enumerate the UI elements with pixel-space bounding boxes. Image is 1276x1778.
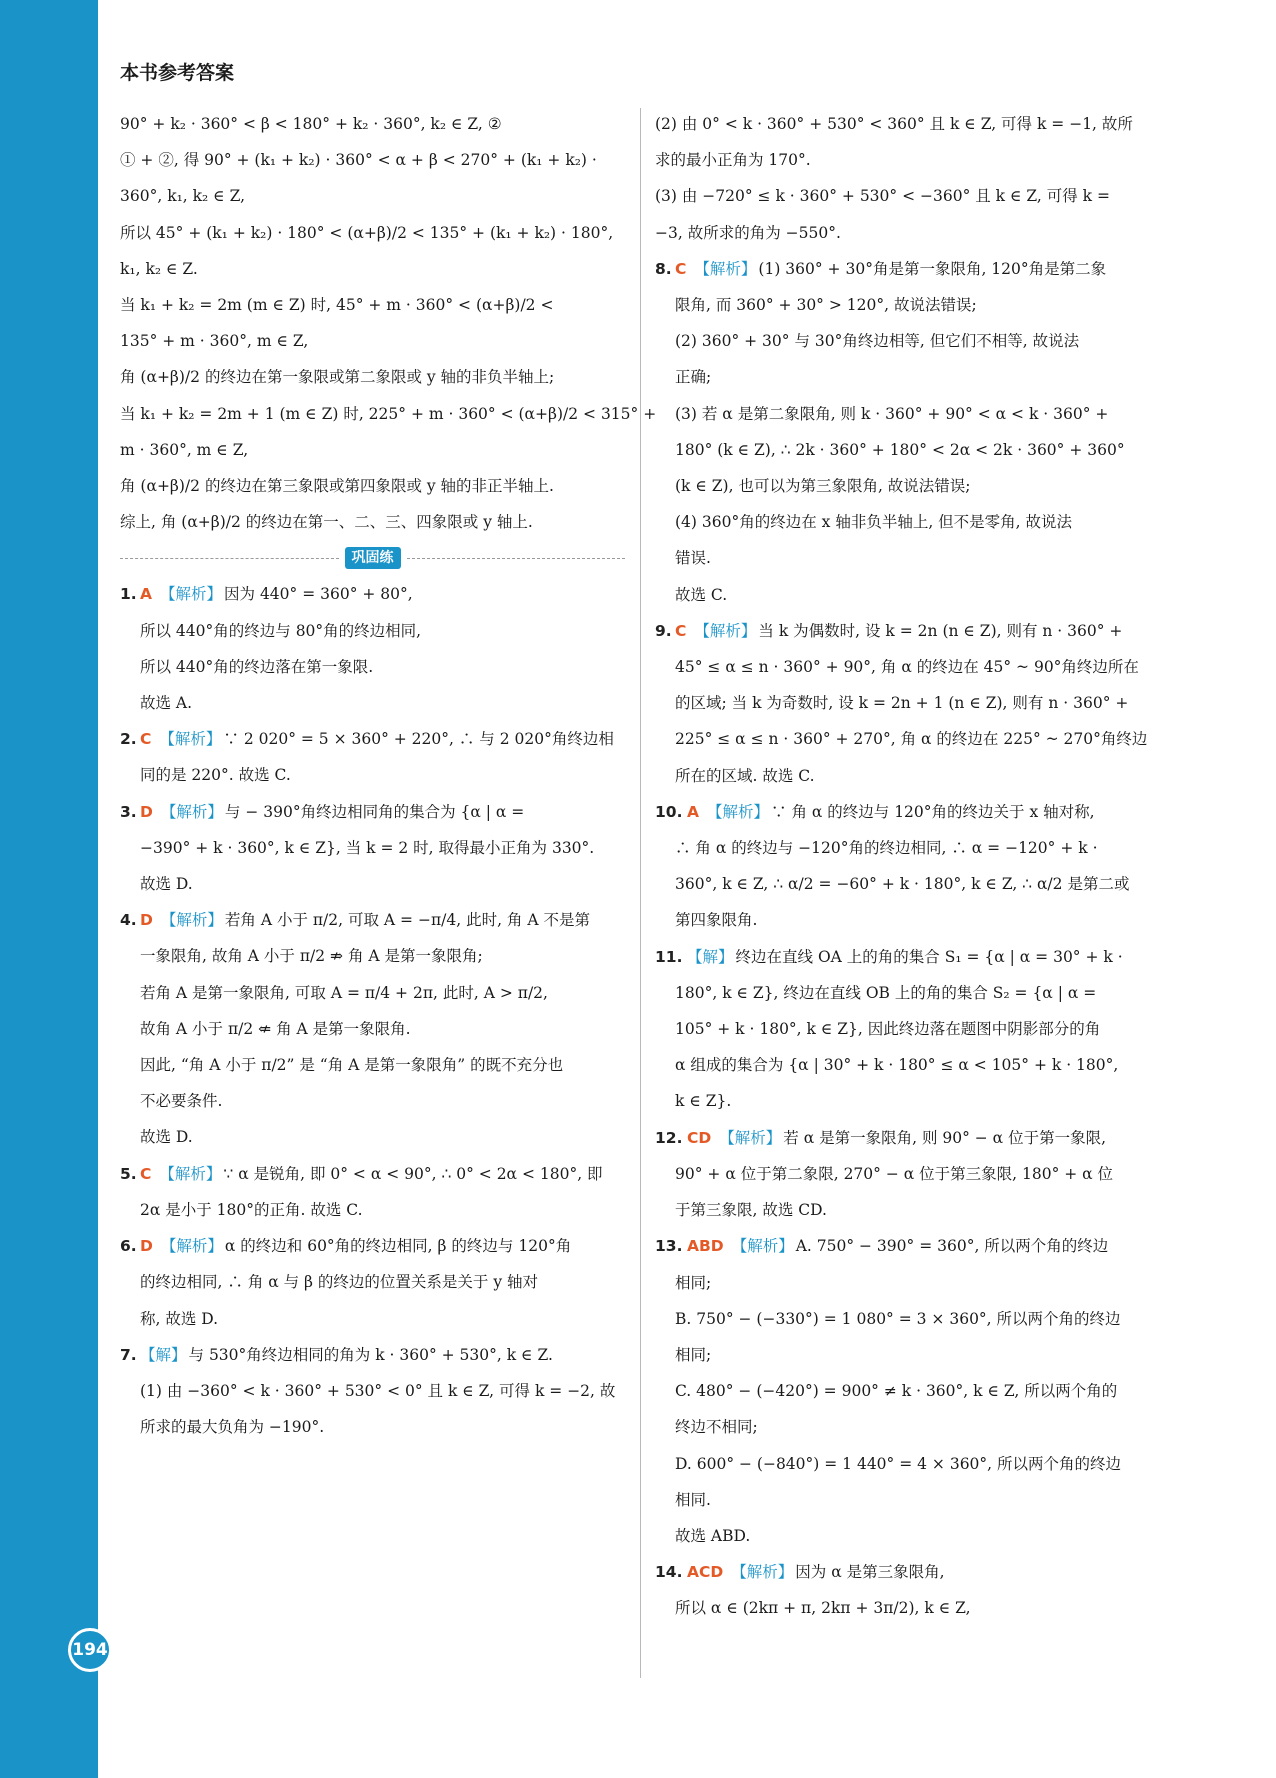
answer-text-line: (3) 若 α 是第二象限角, 则 k · 360° + 90° < α < k · 360° + <box>675 404 1109 423</box>
answer-text-line: 所求的最大负角为 −190°. <box>140 1418 325 1437</box>
answer-text: ∵ α 是锐角, 即 0° < α < 90°, ∴ 0° < 2α < 180°, 即 <box>223 1164 603 1183</box>
answer-choice: D <box>140 911 153 930</box>
answer-text-line: 相同. <box>675 1490 711 1509</box>
answer-choice: C <box>140 1164 152 1183</box>
section-separator <box>120 540 625 576</box>
left-pre-block <box>120 106 657 540</box>
analysis-tag: 【解析】 <box>159 1164 222 1183</box>
text-line: −3, 故所求的角为 −550°. <box>655 223 841 242</box>
text-line: k₁, k₂ ∈ Z. <box>120 259 198 278</box>
answer-choice: A <box>140 585 152 604</box>
item-number: 9. <box>655 621 672 640</box>
answer-item <box>120 902 625 1155</box>
answer-text: 与 − 390°角终边相同角的集合为 {α | α = <box>224 802 525 821</box>
analysis-tag: 【解析】 <box>694 621 757 640</box>
item-number: 6. <box>120 1237 137 1256</box>
page-header-title: 本书参考答案 <box>120 62 235 84</box>
text-line: 求的最小正角为 170°. <box>655 151 811 170</box>
answer-text-line: (1) 由 −360° < k · 360° + 530° < 0° 且 k ∈ Z, 可得 k = −2, 故 <box>140 1381 616 1400</box>
separator-dots-left <box>120 558 339 559</box>
answer-text-line: 故选 C. <box>675 585 728 604</box>
answer-first-line <box>120 1337 625 1373</box>
answer-text-line: 故角 A 小于 π/2 ⇍ 角 A 是第一象限角. <box>140 1019 411 1038</box>
answer-text-line: 同的是 220°. 故选 C. <box>140 766 291 785</box>
answer-item <box>655 1120 1155 1229</box>
answer-text-line: 180°, k ∈ Z}, 终边在直线 OB 上的角的集合 S₂ = {α | α = <box>675 983 1097 1002</box>
answer-first-line <box>120 1228 625 1264</box>
answer-text: 若角 A 小于 π/2, 可取 A = −π/4, 此时, 角 A 不是第 <box>224 911 590 930</box>
item-number: 4. <box>120 911 137 930</box>
answer-text-line: 的区域; 当 k 为奇数时, 设 k = 2n + 1 (n ∈ Z), 则有 n · 360° + <box>675 694 1129 713</box>
answer-item <box>655 1228 1155 1554</box>
right-answer-list <box>655 251 1155 1627</box>
text-line: 135° + m · 360°, m ∈ Z, <box>120 332 309 351</box>
answer-text-line: 2α 是小于 180°的正角. 故选 C. <box>140 1200 363 1219</box>
answer-text-line: 相同; <box>675 1345 712 1364</box>
answer-choice: D <box>140 1237 153 1256</box>
answer-choice: C <box>675 621 687 640</box>
analysis-tag: 【解析】 <box>160 802 223 821</box>
answer-text-line: k ∈ Z}. <box>675 1092 732 1111</box>
answer-first-line <box>655 251 1155 287</box>
answer-text-line: −390° + k · 360°, k ∈ Z}, 当 k = 2 时, 取得最小正角为 330°. <box>140 838 595 857</box>
answer-text-line: D. 600° − (−840°) = 1 440° = 4 × 360°, 所以两个角的终边 <box>675 1454 1122 1473</box>
answer-text-line: 正确; <box>675 368 712 387</box>
analysis-tag: 【解】 <box>140 1345 187 1364</box>
answer-text: ∵ 2 020° = 5 × 360° + 220°, ∴ 与 2 020°角终边相 <box>223 730 614 749</box>
item-number: 11. <box>655 947 683 966</box>
answer-text-line: 225° ≤ α ≤ n · 360° + 270°, 角 α 的终边在 225° ~ 270°角终边 <box>675 730 1148 749</box>
answer-item <box>120 794 625 903</box>
answer-item <box>655 939 1155 1120</box>
text-line: 所以 45° + (k₁ + k₂) · 180° < (α+β)/2 < 135° + (k₁ + k₂) · 180°, <box>120 223 614 242</box>
answer-text-line: 故选 D. <box>140 1128 193 1147</box>
answer-item <box>655 251 1155 613</box>
text-line: 当 k₁ + k₂ = 2m (m ∈ Z) 时, 45° + m · 360° < (α+β)/2 < <box>120 296 554 315</box>
answer-first-line <box>120 721 625 757</box>
left-column <box>120 106 657 1445</box>
answer-choice: ACD <box>687 1563 724 1582</box>
answer-text-line: α 组成的集合为 {α | 30° + k · 180° ≤ α < 105° + k · 180°, <box>675 1056 1119 1075</box>
answer-item <box>120 1228 625 1337</box>
answer-first-line <box>655 1228 1155 1264</box>
answer-text-line: 45° ≤ α ≤ n · 360° + 90°, 角 α 的终边在 45° ~ 90°角终边所在 <box>675 658 1139 677</box>
item-number: 13. <box>655 1237 683 1256</box>
answer-text-line: (4) 360°角的终边在 x 轴非负半轴上, 但不是零角, 故说法 <box>675 513 1073 532</box>
analysis-tag: 【解析】 <box>731 1237 794 1256</box>
answer-text: 终边在直线 OA 上的角的集合 S₁ = {α | α = 30° + k · <box>735 947 1123 966</box>
answer-text-line: 相同; <box>675 1273 712 1292</box>
analysis-tag: 【解析】 <box>731 1563 794 1582</box>
answer-text-line: 称, 故选 D. <box>140 1309 219 1328</box>
answer-first-line <box>120 902 625 938</box>
answer-item <box>655 1554 1155 1626</box>
answer-first-line <box>120 576 625 612</box>
left-sidebar-band <box>0 0 98 1778</box>
text-line: 90° + k₂ · 360° < β < 180° + k₂ · 360°, k₂ ∈ Z, ② <box>120 115 502 133</box>
answer-text-line: 故选 A. <box>140 694 193 713</box>
answer-text: 当 k 为偶数时, 设 k = 2n (n ∈ Z), 则有 n · 360° + <box>758 621 1123 640</box>
analysis-tag: 【解析】 <box>160 911 223 930</box>
text-line: 综上, 角 (α+β)/2 的终边在第一、二、三、四象限或 y 轴上. <box>120 513 533 532</box>
answer-first-line <box>655 613 1155 649</box>
answer-text-line: 180° (k ∈ Z), ∴ 2k · 360° + 180° < 2α < 2k · 360° + 360° <box>675 440 1125 459</box>
separator-dots-right <box>407 558 626 559</box>
answer-item <box>120 576 625 721</box>
item-number: 5. <box>120 1164 137 1183</box>
text-line: 角 (α+β)/2 的终边在第三象限或第四象限或 y 轴的非正半轴上. <box>120 477 554 496</box>
answer-item <box>655 613 1155 794</box>
answer-text-line: 故选 ABD. <box>675 1526 751 1545</box>
analysis-tag: 【解析】 <box>160 1237 223 1256</box>
answer-item <box>120 1156 625 1228</box>
answer-text: 因为 α 是第三象限角, <box>795 1563 945 1582</box>
text-line: (3) 由 −720° ≤ k · 360° + 530° < −360° 且 k ∈ Z, 可得 k = <box>655 187 1110 206</box>
answer-item <box>655 794 1155 939</box>
answer-text: 因为 440° = 360° + 80°, <box>224 585 413 604</box>
answer-text: A. 750° − 390° = 360°, 所以两个角的终边 <box>795 1237 1109 1256</box>
analysis-tag: 【解析】 <box>707 802 770 821</box>
answer-text: ∵ 角 α 的终边与 120°角的终边关于 x 轴对称, <box>771 802 1095 821</box>
item-number: 12. <box>655 1128 683 1147</box>
page-number: 194 <box>68 1628 112 1672</box>
answer-text-line: 所以 α ∈ (2kπ + π, 2kπ + 3π/2), k ∈ Z, <box>675 1599 971 1618</box>
answer-text-line: 90° + α 位于第二象限, 270° − α 位于第三象限, 180° + α 位 <box>675 1164 1114 1183</box>
answer-item <box>120 721 625 793</box>
answer-first-line <box>120 794 625 830</box>
answer-first-line <box>655 1554 1155 1590</box>
answer-choice: D <box>140 802 153 821</box>
answer-text-line: 故选 D. <box>140 875 193 894</box>
analysis-tag: 【解析】 <box>160 585 223 604</box>
text-line: m · 360°, m ∈ Z, <box>120 440 249 459</box>
right-pre-block <box>655 106 1155 251</box>
answer-text-line: 第四象限角. <box>675 911 758 930</box>
item-number: 7. <box>120 1345 137 1364</box>
analysis-tag: 【解析】 <box>159 730 222 749</box>
answer-choice: C <box>140 730 152 749</box>
answer-text-line: 一象限角, 故角 A 小于 π/2 ⇏ 角 A 是第一象限角; <box>140 947 483 966</box>
answer-text: 与 530°角终边相同的角为 k · 360° + 530°, k ∈ Z. <box>188 1345 553 1364</box>
answer-text-line: 于第三象限, 故选 CD. <box>675 1201 827 1220</box>
item-number: 2. <box>120 730 137 749</box>
right-column <box>655 106 1155 1627</box>
answer-choice: C <box>675 259 687 278</box>
answer-text-line: (2) 360° + 30° 与 30°角终边相等, 但它们不相等, 故说法 <box>675 332 1080 351</box>
answer-text-line: 终边不相同; <box>675 1418 758 1437</box>
answer-text-line: B. 750° − (−330°) = 1 080° = 3 × 360°, 所以两个角的终边 <box>675 1309 1121 1328</box>
section-badge: 巩固练 <box>345 547 401 569</box>
answer-item <box>120 1337 625 1446</box>
answer-choice: A <box>687 802 699 821</box>
answer-text-line: 限角, 而 360° + 30° > 120°, 故说法错误; <box>675 296 977 315</box>
answer-text-line: 105° + k · 180°, k ∈ Z}, 因此终边落在题图中阴影部分的角 <box>675 1020 1101 1039</box>
left-answer-list <box>120 576 625 1445</box>
column-divider <box>640 108 641 1678</box>
answer-text-line: ∴ 角 α 的终边与 −120°角的终边相同, ∴ α = −120° + k · <box>675 839 1098 858</box>
text-line: 当 k₁ + k₂ = 2m + 1 (m ∈ Z) 时, 225° + m · 360° < (α+β)/2 < 315° + <box>120 404 657 423</box>
answer-text-line: 所以 440°角的终边落在第一象限. <box>140 657 374 676</box>
item-number: 1. <box>120 585 137 604</box>
answer-choice: CD <box>687 1128 712 1147</box>
answer-text-line: 不必要条件. <box>140 1092 223 1111</box>
answer-first-line <box>655 939 1155 975</box>
answer-text-line: (k ∈ Z), 也可以为第三象限角, 故说法错误; <box>675 477 971 496</box>
text-line: 360°, k₁, k₂ ∈ Z, <box>120 187 246 206</box>
answer-text-line: 360°, k ∈ Z, ∴ α/2 = −60° + k · 180°, k ∈ Z, ∴ α/2 是第二或 <box>675 875 1130 894</box>
analysis-tag: 【解析】 <box>719 1128 782 1147</box>
item-number: 3. <box>120 802 137 821</box>
text-line: (2) 由 0° < k · 360° + 530° < 360° 且 k ∈ Z, 可得 k = −1, 故所 <box>655 115 1133 133</box>
item-number: 8. <box>655 259 672 278</box>
answer-first-line <box>120 1156 625 1192</box>
answer-text-line: 错误. <box>675 549 711 568</box>
answer-text: 若 α 是第一象限角, 则 90° − α 位于第一象限, <box>783 1128 1107 1147</box>
answer-text-line: 若角 A 是第一象限角, 可取 A = π/4 + 2π, 此时, A > π/2, <box>140 983 548 1002</box>
answer-first-line <box>655 794 1155 830</box>
answer-text: (1) 360° + 30°角是第一象限角, 120°角是第二象 <box>758 259 1107 278</box>
analysis-tag: 【解】 <box>687 947 734 966</box>
answer-text-line: C. 480° − (−420°) = 900° ≠ k · 360°, k ∈ Z, 所以两个角的 <box>675 1382 1118 1401</box>
answer-text-line: 因此, “角 A 小于 π/2” 是 “角 A 是第一象限角” 的既不充分也 <box>140 1056 564 1075</box>
item-number: 14. <box>655 1563 683 1582</box>
analysis-tag: 【解析】 <box>694 259 757 278</box>
text-line: ① + ②, 得 90° + (k₁ + k₂) · 360° < α + β < 270° + (k₁ + k₂) · <box>120 151 597 170</box>
answer-text-line: 的终边相同, ∴ 角 α 与 β 的终边的位置关系是关于 y 轴对 <box>140 1273 539 1292</box>
answer-choice: ABD <box>687 1237 724 1256</box>
answer-text: α 的终边和 60°角的终边相同, β 的终边与 120°角 <box>224 1237 572 1256</box>
text-line: 角 (α+β)/2 的终边在第一象限或第二象限或 y 轴的非负半轴上; <box>120 368 555 387</box>
answer-text-line: 所以 440°角的终边与 80°角的终边相同, <box>140 621 422 640</box>
item-number: 10. <box>655 802 683 821</box>
answer-first-line <box>655 1120 1155 1156</box>
answer-text-line: 所在的区域. 故选 C. <box>675 766 815 785</box>
